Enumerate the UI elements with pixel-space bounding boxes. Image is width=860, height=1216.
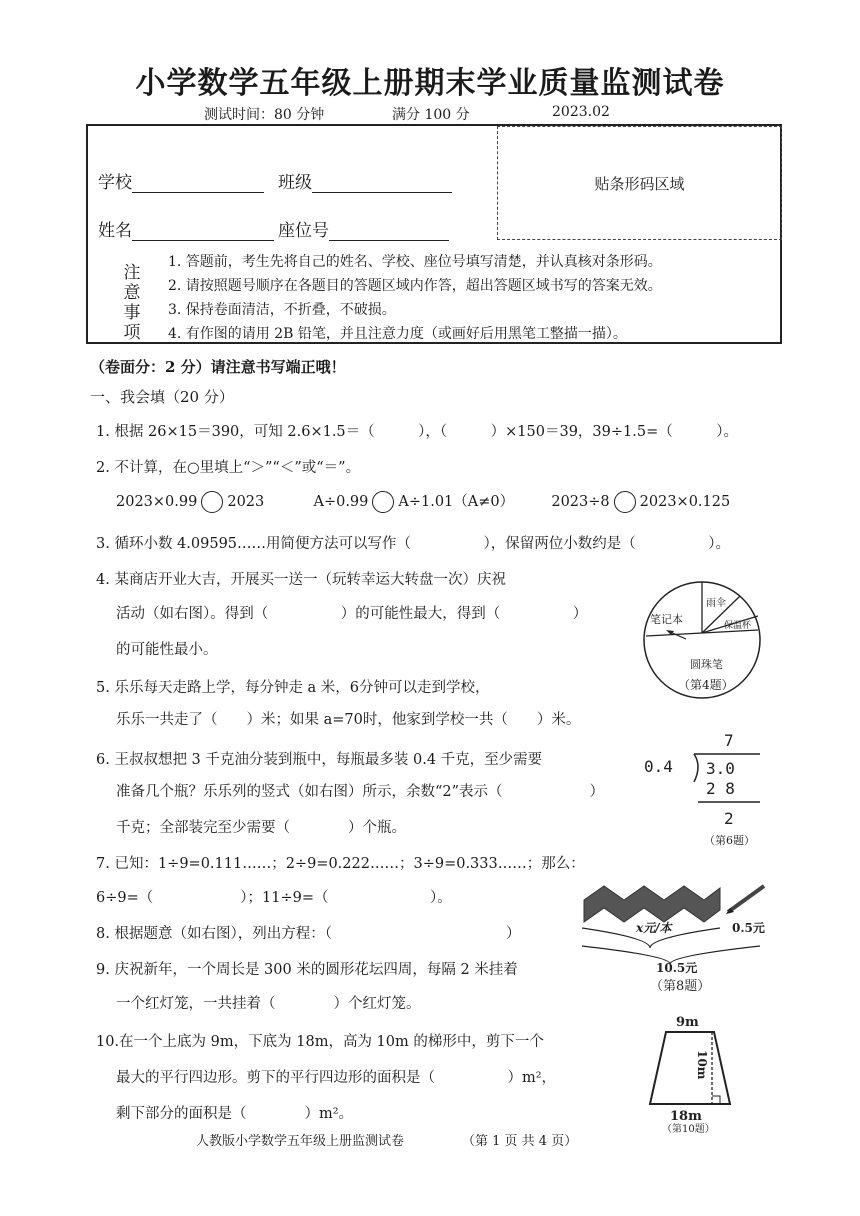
section-1-title: 一、我会填（20 分） [90, 388, 234, 406]
question-5-line-2: 乐乐一共走了（ ）米；如果 a=70时，他家到学校一共（ ）米。 [116, 712, 581, 728]
question-7-line-2: 6÷9=（ ）；11÷9=（ ）。 [96, 890, 452, 906]
name-field [98, 216, 274, 241]
note-item-2: 2. 请按照题号顺序在各题目的答题区域内作答，超出答题区域书写的答案无效。 [168, 278, 662, 294]
extra-price-label: 0.5元 [732, 921, 765, 935]
barcode-label: 贴条形码区域 [594, 174, 685, 193]
question-4-line-2: 活动（如右图）。得到（ ）的可能性最大，得到（ ） [116, 606, 588, 622]
total-price-label: 10.5元 [656, 961, 698, 975]
question-4-line-1: 4. 某商店开业大吉，开展买一送一（玩转幸运大转盘一次）庆祝 [96, 572, 506, 588]
figure-8-caption: （第8题） [650, 979, 711, 994]
compare-circle-a[interactable] [201, 491, 223, 513]
full-score: 满分 100 分 [392, 107, 470, 123]
division-dividend: 3.0 [706, 759, 735, 778]
seat-input-line[interactable] [329, 222, 449, 241]
long-division-figure [642, 726, 772, 850]
question-6-line-2: 准备几个瓶？乐乐列的竖式（如右图）所示，余数“2”表示（ ） [116, 784, 605, 800]
notes-head-4: 项 [123, 323, 141, 343]
division-quotient: 7 [724, 731, 734, 750]
footer-title: 人教版小学数学五年级上册监测试卷 [196, 1134, 405, 1149]
name-input-line[interactable] [132, 222, 274, 241]
notes-head-1: 注 [123, 263, 141, 283]
question-8: 8. 根据题意（如右图），列出方程：（ ） [96, 926, 521, 942]
trapezoid-top-label: 9m [676, 1015, 699, 1030]
question-1: 1. 根据 26×15＝390，可知 2.6×1.5＝（ ），（ ）×150＝39，39÷1.5=（ ）。 [96, 424, 738, 440]
question-5-line-1: 5. 乐乐每天走路上学，每分钟走 a 米，6分钟可以走到学校， [96, 680, 490, 696]
unit-price-label: x元/本 [636, 921, 672, 935]
question-9-line-1: 9. 庆祝新年，一个周长是 300 米的圆形花坛四周，每隔 2 米挂着 [96, 962, 518, 978]
footer-page: （第 1 页 共 4 页） [462, 1134, 578, 1149]
question-6-line-3: 千克；全部装完至少需要（ ）个瓶。 [116, 820, 406, 836]
wheel-label-thermos: 保温杯 [724, 621, 752, 631]
q2a-right: 2023 [227, 494, 265, 510]
seat-label: 座位号 [278, 221, 329, 241]
class-input-line[interactable] [312, 174, 452, 193]
note-item-3: 3. 保持卷面清洁，不折叠，不破损。 [168, 302, 396, 318]
name-label: 姓名 [98, 221, 132, 241]
question-2-row [116, 490, 730, 513]
figure-6-caption: （第6题） [704, 834, 755, 847]
question-2: 2. 不计算，在○里填上“＞”“＜”或“＝”。 [96, 460, 361, 476]
q2c-right: 2023×0.125 [639, 494, 731, 510]
trapezoid-height-label: 10m [695, 1050, 709, 1080]
q2c-left: 2023÷8 [551, 494, 610, 510]
school-input-line[interactable] [132, 174, 264, 193]
division-remainder: 2 [724, 809, 734, 828]
neatness-note: （卷面分：2 分）请注意书写端正哦！ [90, 358, 346, 376]
notes-head-2: 意 [123, 283, 141, 303]
wheel-label-notebook: 笔记本 [650, 613, 683, 626]
figure-4-caption: （第4题） [678, 678, 734, 692]
test-time: 测试时间：80 分钟 [204, 107, 325, 123]
question-6-line-1: 6. 王叔叔想把 3 千克油分装到瓶中，每瓶最多装 0.4 千克，至少需要 [96, 752, 543, 768]
notes-head-3: 事 [123, 303, 141, 323]
division-product: 2 8 [706, 779, 735, 798]
compare-circle-b[interactable] [372, 491, 394, 513]
question-9-line-2: 一个红灯笼，一共挂着（ ）个红灯笼。 [116, 996, 421, 1012]
question-4-line-3: 的可能性最小。 [116, 642, 218, 658]
q2b-right: A÷1.01（A≠0） [398, 494, 515, 510]
wheel-label-pen: 圆珠笔 [690, 658, 723, 671]
exam-date: 2023.02 [552, 104, 610, 120]
q2a-left: 2023×0.99 [116, 494, 198, 510]
q2b-left: A÷0.99 [313, 494, 369, 510]
note-item-4: 4. 有作图的请用 2B 铅笔，并且注意力度（或画好后用黑笔工整描一描）。 [168, 326, 627, 342]
figure-10-caption: （第10题） [662, 1124, 715, 1134]
question-10-line-2: 最大的平行四边形。剪下的平行四边形的面积是（ ）m²， [116, 1070, 557, 1086]
trapezoid-bottom-label: 18m [670, 1109, 702, 1124]
class-field [278, 168, 452, 193]
compare-circle-c[interactable] [614, 491, 636, 513]
question-3: 3. 循环小数 4.09595……用简便方法可以写作（ ），保留两位小数约是（ ）。 [96, 536, 731, 552]
wheel-label-umbrella: 雨伞 [706, 598, 726, 609]
barcode-area [497, 126, 782, 240]
seat-field [278, 216, 449, 241]
school-field [98, 168, 264, 193]
trapezoid-figure [640, 1010, 750, 1134]
page-title: 小学数学五年级上册期末学业质量监测试卷 [135, 66, 725, 101]
class-label: 班级 [278, 173, 312, 193]
school-label: 学校 [98, 173, 132, 193]
note-item-1: 1. 答题前，考生先将自己的姓名、学校、座位号填写清楚，并认真核对条形码。 [168, 254, 662, 270]
notebooks-figure [580, 882, 770, 994]
question-10-line-3: 剩下部分的面积是（ ）m²。 [116, 1106, 354, 1122]
question-7-line-1: 7. 已知：1÷9=0.111……；2÷9=0.222……；3÷9=0.333……；那么： [96, 856, 585, 872]
question-10-line-1: 10.在一个上底为 9m，下底为 18m，高为 10m 的梯形中，剪下一个 [96, 1034, 544, 1050]
division-divisor: 0.4 [644, 757, 673, 776]
